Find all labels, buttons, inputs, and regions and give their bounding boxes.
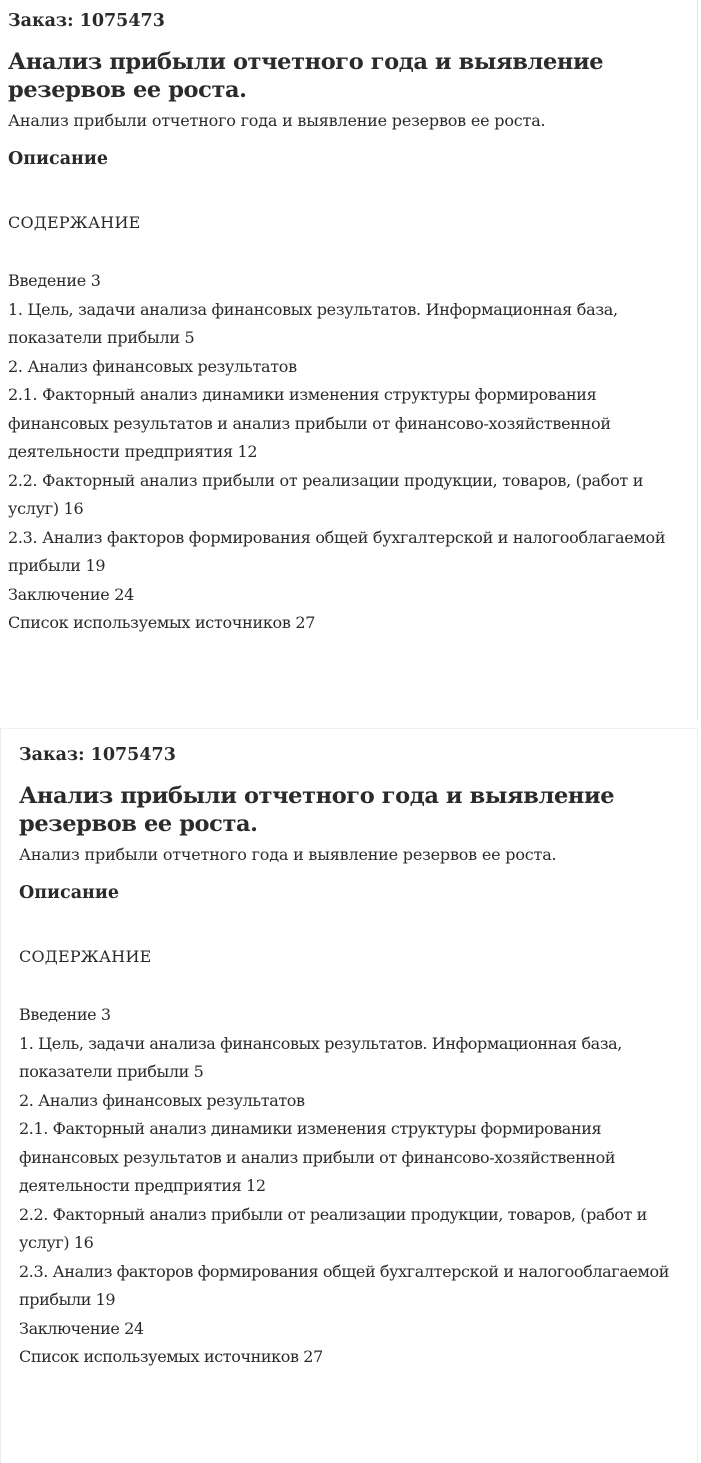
order-card-duplicate (0, 728, 698, 1463)
order-card (0, 0, 698, 720)
toc-item: Список используемых источников 27 (8, 613, 316, 632)
document-title: Анализ прибыли отчетного года и выявление резервов ее роста. (8, 49, 604, 103)
order-number: Заказ: 1075473 (8, 11, 165, 31)
table-of-contents (19, 1001, 687, 1372)
document-subtitle: Анализ прибыли отчетного года и выявление резервов ее роста. (8, 111, 546, 130)
document-title: Анализ прибыли отчетного года и выявление резервов ее роста. (19, 783, 615, 837)
toc-item: Список используемых источников 27 (19, 1347, 323, 1366)
contents-heading: СОДЕРЖАНИЕ (19, 947, 152, 966)
toc-item: Введение 3 (8, 271, 101, 290)
toc-item: 2.3. Анализ факторов формирования общей бухгалтерской и налогооблагаемой прибыли 19 (8, 527, 666, 575)
order-number: Заказ: 1075473 (19, 745, 176, 765)
toc-item: Заключение 24 (8, 584, 134, 604)
toc-item: 1. Цель, задачи анализа финансовых результатов. Информационная база, показатели прибыли 5 (8, 299, 618, 347)
toc-item: Заключение 24 (19, 1318, 144, 1338)
document-subtitle: Анализ прибыли отчетного года и выявление резервов ее роста. (19, 845, 557, 864)
toc-item: 2.1. Факторный анализ динамики изменения структуры формирования финансовых результатов и анализ прибыли от финансово-хозяйственной деятельности предприятия 12 (19, 1119, 616, 1195)
table-of-contents (8, 267, 687, 638)
toc-item: 1. Цель, задачи анализа финансовых результатов. Информационная база, показатели прибыли 5 (19, 1033, 622, 1081)
toc-item: Введение 3 (19, 1005, 111, 1024)
toc-item: 2. Анализ финансовых результатов (19, 1090, 305, 1110)
contents-heading: СОДЕРЖАНИЕ (8, 213, 141, 232)
toc-item: 2.2. Факторный анализ прибыли от реализации продукции, товаров, (работ и услуг) 16 (19, 1204, 647, 1252)
toc-item: 2.1. Факторный анализ динамики изменения структуры формирования финансовых результатов и анализ прибыли от финансово-хозяйственной деятельности предприятия 12 (8, 385, 611, 461)
toc-item: 2. Анализ финансовых результатов (8, 356, 297, 376)
description-heading: Описание (8, 149, 108, 169)
description-heading: Описание (19, 883, 119, 903)
toc-item: 2.3. Анализ факторов формирования общей бухгалтерской и налогооблагаемой прибыли 19 (19, 1261, 670, 1309)
toc-item: 2.2. Факторный анализ прибыли от реализации продукции, товаров, (работ и услуг) 16 (8, 470, 644, 518)
